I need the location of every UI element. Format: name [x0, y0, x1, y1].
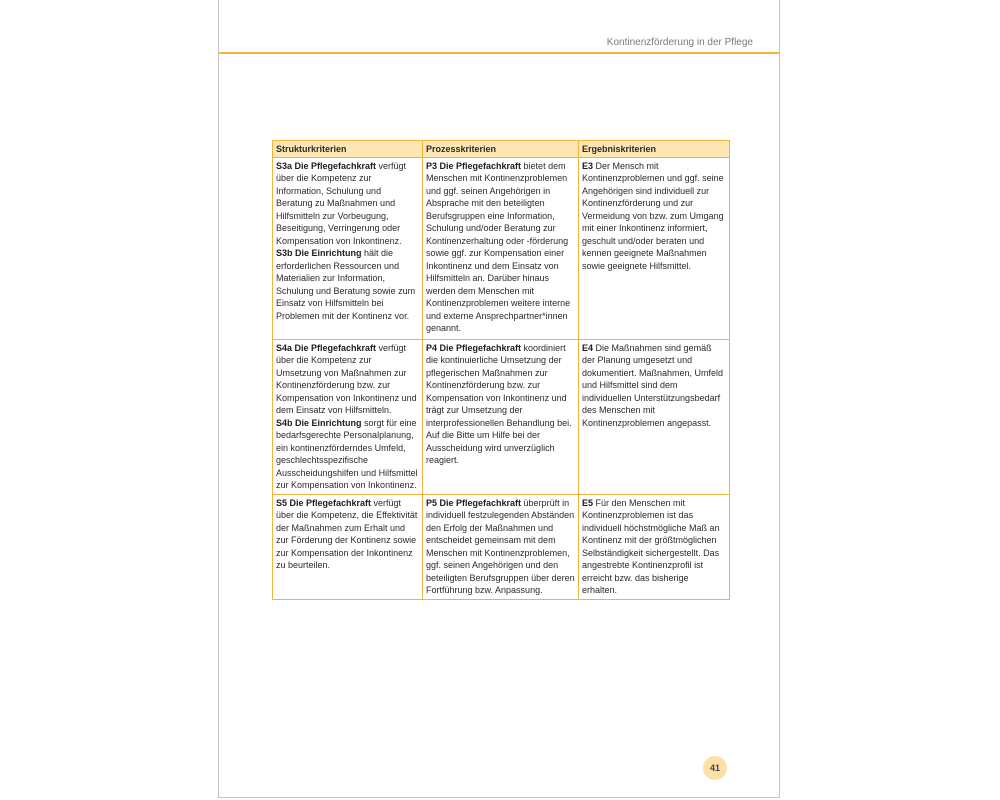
running-header-title: Kontinenzförderung in der Pflege [606, 37, 753, 48]
criterion-label: S4b Die Einrichtung [276, 417, 362, 428]
criterion-text: verfügt über die Kompetenz, die Effektivität der Maßnahmen zum Erhalt und zur Förderung der Kontinenz sowie zur Kompensation der Inkontinenz zu beurteilen. [276, 497, 418, 570]
table-header-row [273, 141, 730, 158]
cell-ergebnis [579, 157, 730, 339]
page-number-badge: 41 [703, 756, 727, 780]
criterion-label: S5 Die Pflegefachkraft [276, 497, 372, 508]
column-header-struktur: Strukturkriterien [273, 141, 423, 158]
criteria-table [272, 140, 730, 600]
cell-prozess [423, 339, 579, 494]
criterion-label: P3 Die Pflegefachkraft [426, 160, 522, 171]
criterion-text: verfügt über die Kompetenz zur Umsetzung von Maßnahmen zur Kontinenzförderung bzw. zur Kompensation von Inkontinenz und dem Einsatz von Hilfsmitteln. [276, 342, 417, 415]
cell-prozess [423, 157, 579, 339]
criterion-text: Die Maßnahmen sind gemäß der Planung umgesetzt und dokumentiert. Maßnahmen, Umfeld und Hilfsmittel sind dem individuellen Unterstützungsbedarf des Menschen mit Kontinenzproblemen angepasst. [582, 342, 724, 428]
table-row [273, 157, 730, 339]
cell-struktur [273, 339, 423, 494]
criterion-text: bietet dem Menschen mit Kontinenzproblemen und ggf. seinen Angehörigen in Absprache mit den beteiligten Berufsgruppen eine Information, Schulung und/oder Beratung zur Kontinenzerhaltung oder -förderung sowie ggf. zur Kompensation einer Inkontinenz und dem Einsatz von Hilfsmitteln an. Darüber hinaus werden dem Menschen mit Kontinenzproblemen weitere interne und externe Ansprechpartner*innen genannt. [426, 160, 571, 333]
criterion-label: S3a Die Pflegefachkraft [276, 160, 377, 171]
criterion-label: S4a Die Pflegefachkraft [276, 342, 377, 353]
document-page [218, 0, 780, 798]
criterion-text: überprüft in individuell festzulegenden Abständen den Erfolg der Maßnahmen und entscheidet gemeinsam mit dem Menschen mit Kontinenzproblemen, ggf. seinen Angehörigen und den beteiligten Berufsgruppen über deren Fortführung bzw. Anpassung. [426, 497, 575, 595]
cell-ergebnis [579, 339, 730, 494]
column-header-prozess: Prozesskriterien [423, 141, 579, 158]
table-row [273, 494, 730, 599]
cell-ergebnis [579, 494, 730, 599]
criterion-label: P4 Die Pflegefachkraft [426, 342, 522, 353]
criterion-text: sorgt für eine bedarfsgerechte Personalplanung, ein kontinenzförderndes Umfeld, geschlechtsspezifische Ausscheidungshilfen und Hilfsmittel zur Kompensation von Inkontinenz. [276, 417, 418, 490]
criterion-text: verfügt über die Kompetenz zur Information, Schulung und Beratung zu Maßnahmen und Hilfsmitteln zur Vorbeugung, Beseitigung, Verringerung oder Kompensation von Inkontinenz. [276, 160, 407, 246]
cell-prozess [423, 494, 579, 599]
header-rule [219, 52, 779, 54]
criterion-label: S3b Die Einrichtung [276, 248, 362, 258]
cell-struktur [273, 157, 423, 339]
criterion-text: Der Mensch mit Kontinenzproblemen und ggf. seine Angehörigen sind individuell zur Kontinenzförderung und zur Vermeidung von bzw. zum Umgang mit einer Inkontinenz informiert, geschult und/oder beraten und kennen geeignete Maßnahmen sowie geeignete Hilfsmittel. [582, 160, 724, 271]
criterion-text: Für den Menschen mit Kontinenzproblemen ist das individuell höchstmögliche Maß an Kontinenz mit der größtmöglichen Selbständigkeit sichergestellt. Das angestrebte Kontinenzprofil ist erreicht bzw. das bisherige erhalten. [582, 497, 720, 595]
criterion-label: E5 [582, 497, 594, 508]
column-header-ergebnis: Ergebniskriterien [579, 141, 730, 158]
criterion-label: E3 [582, 160, 594, 171]
criterion-label: E4 [582, 342, 594, 353]
criterion-text: koordiniert die kontinuierliche Umsetzung der pflegerischen Maßnahmen zur Kontinenzförderung bzw. zur Kompensation von Inkontinenz und trägt zur Umsetzung der interprofessionellen Behandlung bei. Auf die Bitte um Hilfe bei der Ausscheidung wird unverzüglich reagiert. [426, 342, 572, 465]
criterion-text: hält die erforderlichen Ressourcen und Materialien zur Information, Schulung und Beratung sowie zum Einsatz von Hilfsmitteln bei Problemen mit der Kontinenz vor. [276, 248, 416, 321]
cell-struktur [273, 494, 423, 599]
criterion-label: P5 Die Pflegefachkraft [426, 497, 522, 508]
table-row [273, 339, 730, 494]
